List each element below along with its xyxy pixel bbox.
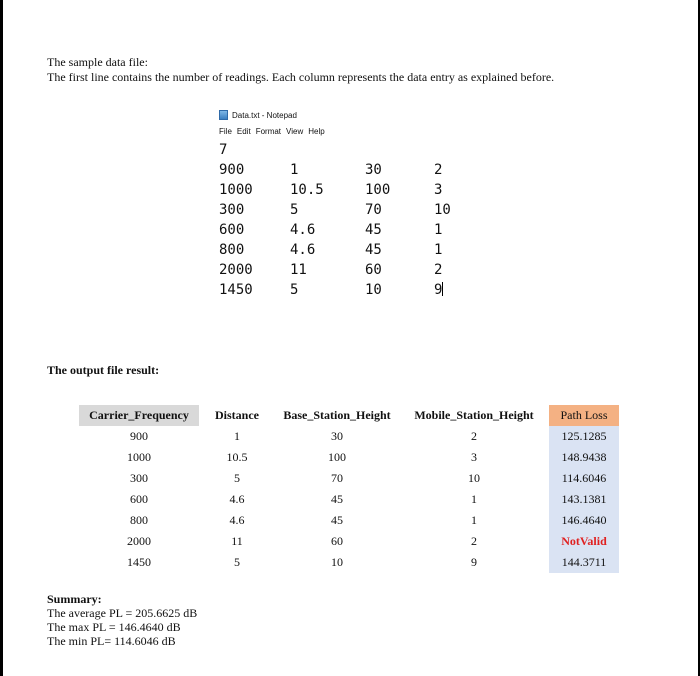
np-cell: 800 — [219, 242, 245, 258]
output-label: The output file result: — [47, 363, 160, 377]
cell-distance: 5 — [234, 555, 240, 569]
header-carrier-frequency: Carrier_Frequency — [79, 405, 199, 426]
cell-base-height: 100 — [328, 450, 346, 464]
cell-path-loss: 143.1381 — [549, 489, 619, 510]
intro-line-1: The sample data file: — [47, 55, 148, 69]
np-cell — [434, 280, 464, 300]
cell-mobile-height: 2 — [471, 534, 477, 548]
np-cell: 1000 — [219, 182, 253, 198]
cell-path-loss: 148.9438 — [549, 447, 619, 468]
table-row — [79, 552, 619, 573]
text-cursor — [442, 282, 443, 296]
np-cell: 45 — [365, 242, 382, 258]
np-cell: 10.5 — [290, 182, 324, 198]
notepad-count-line — [219, 140, 464, 160]
header-mobile-station-height: Mobile_Station_Height — [414, 408, 534, 422]
left-border — [0, 0, 3, 676]
header-path-loss: Path Loss — [549, 405, 619, 426]
np-cell: 2000 — [219, 262, 253, 278]
np-cell: 300 — [219, 202, 245, 218]
menu-file[interactable]: File — [219, 127, 232, 136]
cell-path-loss: 114.6046 — [549, 468, 619, 489]
cell-mobile-height: 10 — [468, 471, 480, 485]
np-cell: 2 — [434, 162, 443, 178]
np-cell: 45 — [365, 222, 382, 238]
notepad-content[interactable] — [219, 140, 464, 300]
np-cell: 3 — [434, 182, 443, 198]
menu-format[interactable]: Format — [255, 127, 282, 136]
menu-edit[interactable]: Edit — [236, 127, 251, 136]
cell-distance: 5 — [234, 471, 240, 485]
notepad-line — [219, 160, 464, 180]
cell-mobile-height: 1 — [471, 492, 477, 506]
cell-distance: 4.6 — [229, 513, 245, 527]
np-cell: 1450 — [219, 282, 253, 298]
cell-frequency: 1450 — [127, 555, 151, 569]
table-row — [79, 510, 619, 531]
np-cell: 1 — [290, 162, 299, 178]
table-row — [79, 468, 619, 489]
cell-frequency: 600 — [130, 492, 148, 506]
cell-frequency: 900 — [130, 429, 148, 443]
cell-mobile-height: 3 — [471, 450, 477, 464]
table-row — [79, 531, 619, 552]
cell-path-loss: 144.3711 — [549, 552, 619, 573]
notepad-line — [219, 220, 464, 240]
notepad-line — [219, 200, 464, 220]
cell-distance: 4.6 — [229, 492, 245, 506]
notepad-line — [219, 180, 464, 200]
np-cell: 1 — [434, 222, 443, 238]
cell-path-loss-invalid: NotValid — [549, 531, 619, 552]
intro-text — [47, 55, 554, 85]
notepad-title-bar — [219, 110, 297, 120]
np-cell: 1 — [434, 242, 443, 258]
cell-distance: 1 — [234, 429, 240, 443]
table-row — [79, 489, 619, 510]
summary-min: The min PL= 114.6046 dB — [47, 634, 176, 648]
np-cell: 2 — [434, 262, 443, 278]
table-row — [79, 447, 619, 468]
summary-block — [47, 592, 197, 648]
header-distance: Distance — [215, 408, 259, 422]
cell-mobile-height: 2 — [471, 429, 477, 443]
np-cell: 10 — [365, 282, 382, 298]
cell-base-height: 70 — [331, 471, 343, 485]
output-table — [79, 405, 619, 573]
cell-frequency: 1000 — [127, 450, 151, 464]
np-cell: 5 — [290, 282, 299, 298]
summary-heading: Summary: — [47, 592, 102, 606]
menu-help[interactable]: Help — [308, 127, 325, 136]
cell-path-loss: 125.1285 — [549, 426, 619, 447]
cell-distance: 11 — [231, 534, 243, 548]
cell-path-loss: 146.4640 — [549, 510, 619, 531]
table-header-row — [79, 405, 619, 426]
notepad-icon — [219, 110, 228, 120]
cell-mobile-height: 9 — [471, 555, 477, 569]
np-cell: 11 — [290, 262, 307, 278]
notepad-line — [219, 260, 464, 280]
summary-max: The max PL = 146.4640 dB — [47, 620, 181, 634]
np-cell: 30 — [365, 162, 382, 178]
cell-base-height: 30 — [331, 429, 343, 443]
np-cell-text: 9 — [434, 282, 443, 298]
cell-base-height: 10 — [331, 555, 343, 569]
table-row — [79, 426, 619, 447]
np-cell: 5 — [290, 202, 299, 218]
notepad-title: Data.txt - Notepad — [232, 110, 297, 120]
np-cell: 70 — [365, 202, 382, 218]
cell-frequency: 2000 — [127, 534, 151, 548]
np-cell: 100 — [365, 182, 391, 198]
cell-base-height: 60 — [331, 534, 343, 548]
intro-line-2: The first line contains the number of readings. Each column represents the data entry as explained before. — [47, 70, 555, 84]
summary-average: The average PL = 205.6625 dB — [47, 606, 198, 620]
cell-frequency: 800 — [130, 513, 148, 527]
np-cell: 10 — [434, 202, 451, 218]
np-cell: 60 — [365, 262, 382, 278]
cell-distance: 10.5 — [226, 450, 248, 464]
cell-mobile-height: 1 — [471, 513, 477, 527]
header-base-station-height: Base_Station_Height — [283, 408, 391, 422]
np-cell: 900 — [219, 162, 245, 178]
notepad-line — [219, 240, 464, 260]
notepad-line — [219, 280, 464, 300]
notepad-menu-bar — [219, 127, 325, 136]
cell-base-height: 45 — [331, 492, 343, 506]
cell-frequency: 300 — [130, 471, 148, 485]
np-cell: 600 — [219, 222, 245, 238]
menu-view[interactable]: View — [286, 127, 304, 136]
reading-count: 7 — [219, 142, 228, 158]
np-cell: 4.6 — [290, 242, 316, 258]
np-cell: 4.6 — [290, 222, 316, 238]
cell-base-height: 45 — [331, 513, 343, 527]
